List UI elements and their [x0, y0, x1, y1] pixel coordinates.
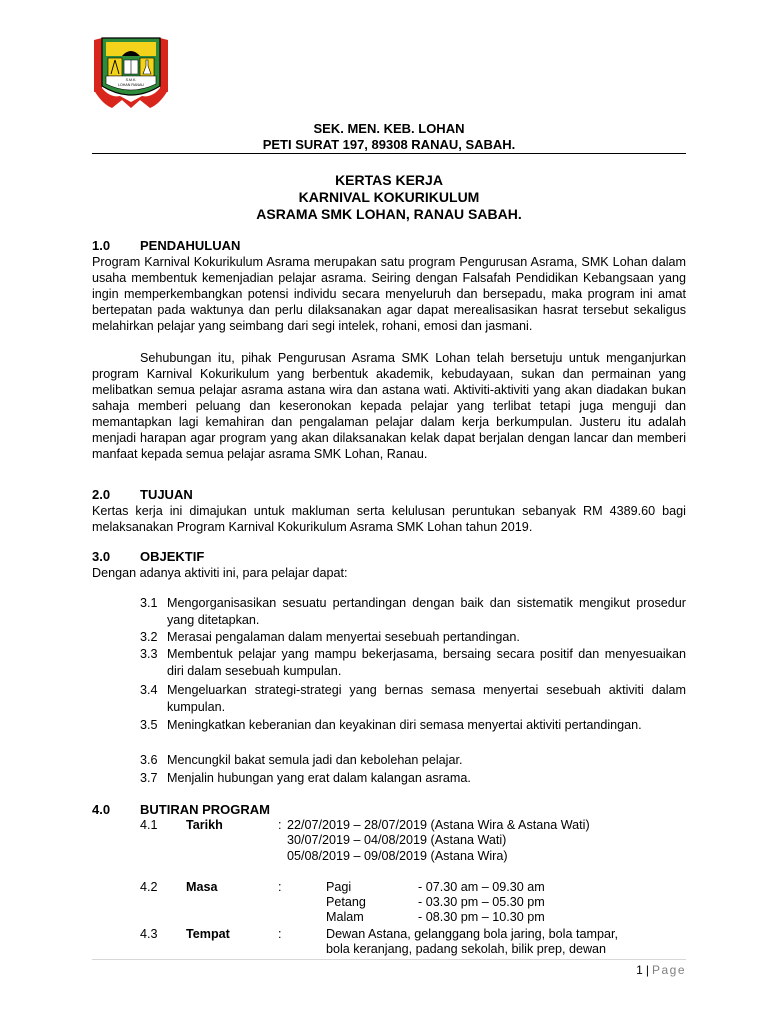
- objective-text: Menjalin hubungan yang erat dalam kalangan asrama.: [167, 771, 471, 785]
- masa-time: - 03.30 pm – 05.30 pm: [418, 895, 545, 909]
- section-label: BUTIRAN PROGRAM: [140, 802, 270, 817]
- page-number: 1: [636, 963, 643, 977]
- tarikh-line: 22/07/2019 – 28/07/2019 (Astana Wira & Astana Wati): [287, 818, 590, 832]
- objective-number: 3.1: [140, 596, 158, 610]
- title-line-2: KARNIVAL KOKURIKULUM: [298, 189, 480, 205]
- masa-time: - 08.30 pm – 10.30 pm: [418, 910, 545, 924]
- detail-number: 4.3: [140, 927, 158, 941]
- title-line-1: KERTAS KERJA: [335, 172, 443, 188]
- tempat-line: bola keranjang, padang sekolah, bilik prep, dewan: [326, 942, 607, 956]
- objektif-intro: Dengan adanya aktiviti ini, para pelajar dapat:: [92, 566, 348, 580]
- detail-label-tempat: Tempat: [186, 927, 230, 941]
- objective-number: 3.3: [140, 647, 158, 661]
- section-label: TUJUAN: [140, 487, 193, 502]
- page-footer: [636, 963, 686, 977]
- masa-session: Pagi: [326, 880, 352, 894]
- detail-number: 4.2: [140, 880, 158, 894]
- objective-text: Mengorganisasikan sesuatu pertandingan dengan baik dan sistematik mengikut prosedur yang ditetapkan.: [167, 596, 686, 627]
- objective-number: 3.6: [140, 753, 158, 767]
- objective-text: Meningkatkan keberanian dan keyakinan diri semasa menyertai aktiviti pertandingan.: [167, 718, 642, 732]
- footer-separator: |: [645, 963, 649, 977]
- detail-label-masa: Masa: [186, 880, 218, 894]
- footer-divider: [92, 959, 686, 960]
- school-name: SEK. MEN. KEB. LOHAN: [313, 121, 465, 136]
- objective-number: 3.2: [140, 630, 158, 644]
- section-label: PENDAHULUAN: [140, 238, 241, 253]
- page-word: Page: [651, 963, 686, 977]
- objective-text: Merasai pengalaman dalam menyertai sesebuah pertandingan.: [167, 630, 520, 644]
- tarikh-line: 05/08/2019 – 09/08/2019 (Astana Wira): [287, 849, 508, 863]
- detail-colon: :: [278, 880, 282, 894]
- detail-label-tarikh: Tarikh: [186, 818, 223, 832]
- objective-number: 3.7: [140, 771, 158, 785]
- detail-colon: :: [278, 927, 282, 941]
- masa-session: Petang: [326, 895, 366, 909]
- section-number: 3.0: [92, 549, 111, 564]
- header-divider: [92, 153, 686, 154]
- tarikh-line: 30/07/2019 – 04/08/2019 (Astana Wati): [287, 833, 507, 847]
- objective-number: 3.4: [140, 683, 158, 697]
- section-label: OBJEKTIF: [140, 549, 205, 564]
- tempat-line: Dewan Astana, gelanggang bola jaring, bola tampar,: [326, 927, 618, 941]
- detail-number: 4.1: [140, 818, 158, 832]
- section-number: 2.0: [92, 487, 111, 502]
- section-number: 1.0: [92, 238, 111, 253]
- detail-colon: :: [278, 818, 282, 832]
- masa-time: - 07.30 am – 09.30 am: [418, 880, 545, 894]
- objective-number: 3.5: [140, 718, 158, 732]
- section-number: 4.0: [92, 802, 111, 817]
- logo-text-2: LOHAN RANAU: [118, 83, 144, 87]
- objective-text: Mencungkil bakat semula jadi dan kebolehan pelajar.: [167, 753, 463, 767]
- tujuan-paragraph: Kertas kerja ini dimajukan untuk makluman serta kelulusan peruntukan sebanyak RM 4389.60 bagi melaksanakan Program Karnival Kokurikulum Asrama SMK Lohan tahun 2019.: [92, 504, 686, 534]
- school-crest-logo: [92, 30, 170, 114]
- logo-text-1: S.M.K.: [125, 78, 137, 82]
- school-address: PETI SURAT 197, 89308 RANAU, SABAH.: [262, 137, 516, 152]
- pendahuluan-paragraph-2: Sehubungan itu, pihak Pengurusan Asrama SMK Lohan telah bersetuju untuk menganjurkan program Karnival Kokurikulum yang berbentuk akademik, kebudayaan, sukan dan permainan yang melibatkan semua pelajar asrama astana wira dan astana wati. Aktiviti-aktiviti yang akan diadakan bukan sahaja memberi peluang dan keseronokan kepada pelajar yang terlibat tetapi juga menguji dan memantapkan lagi kemahiran dan pengalaman pelajar dalam kerja berkumpulan. Justeru itu adalah menjadi harapan agar program yang akan dilaksanakan kelak dapat berjalan dengan lancar dan memberi manfaat kepada semua pelajar asrama SMK Lohan, Ranau.: [92, 351, 686, 461]
- pendahuluan-paragraph-1: Program Karnival Kokurikulum Asrama merupakan satu program Pengurusan Asrama, SMK Lohan dalam usaha membentuk kemenjadian pelajar asrama. Seiring dengan Falsafah Pendidikan Kebangsaan yang ingin memperkembangkan potensi individu secara menyeluruh dan bersepadu, maka program ini amat bertepatan pada waktunya dan perlu dilaksanakan agar dapat merealisasikan hasrat tersebut sekaligus melahirkan pelajar yang seimbang dari segi intelek, rohani, emosi dan jasmani.: [92, 255, 686, 333]
- objective-text: Membentuk pelajar yang mampu bekerjasama, bersaing secara positif dan menyesuaikan diri dalam sesebuah kumpulan.: [167, 647, 686, 678]
- objective-text: Mengeluarkan strategi-strategi yang bernas semasa menyertai sesebuah aktiviti dalam kumpulan.: [167, 683, 686, 714]
- masa-session: Malam: [326, 910, 364, 924]
- title-line-3: ASRAMA SMK LOHAN, RANAU SABAH.: [256, 206, 522, 222]
